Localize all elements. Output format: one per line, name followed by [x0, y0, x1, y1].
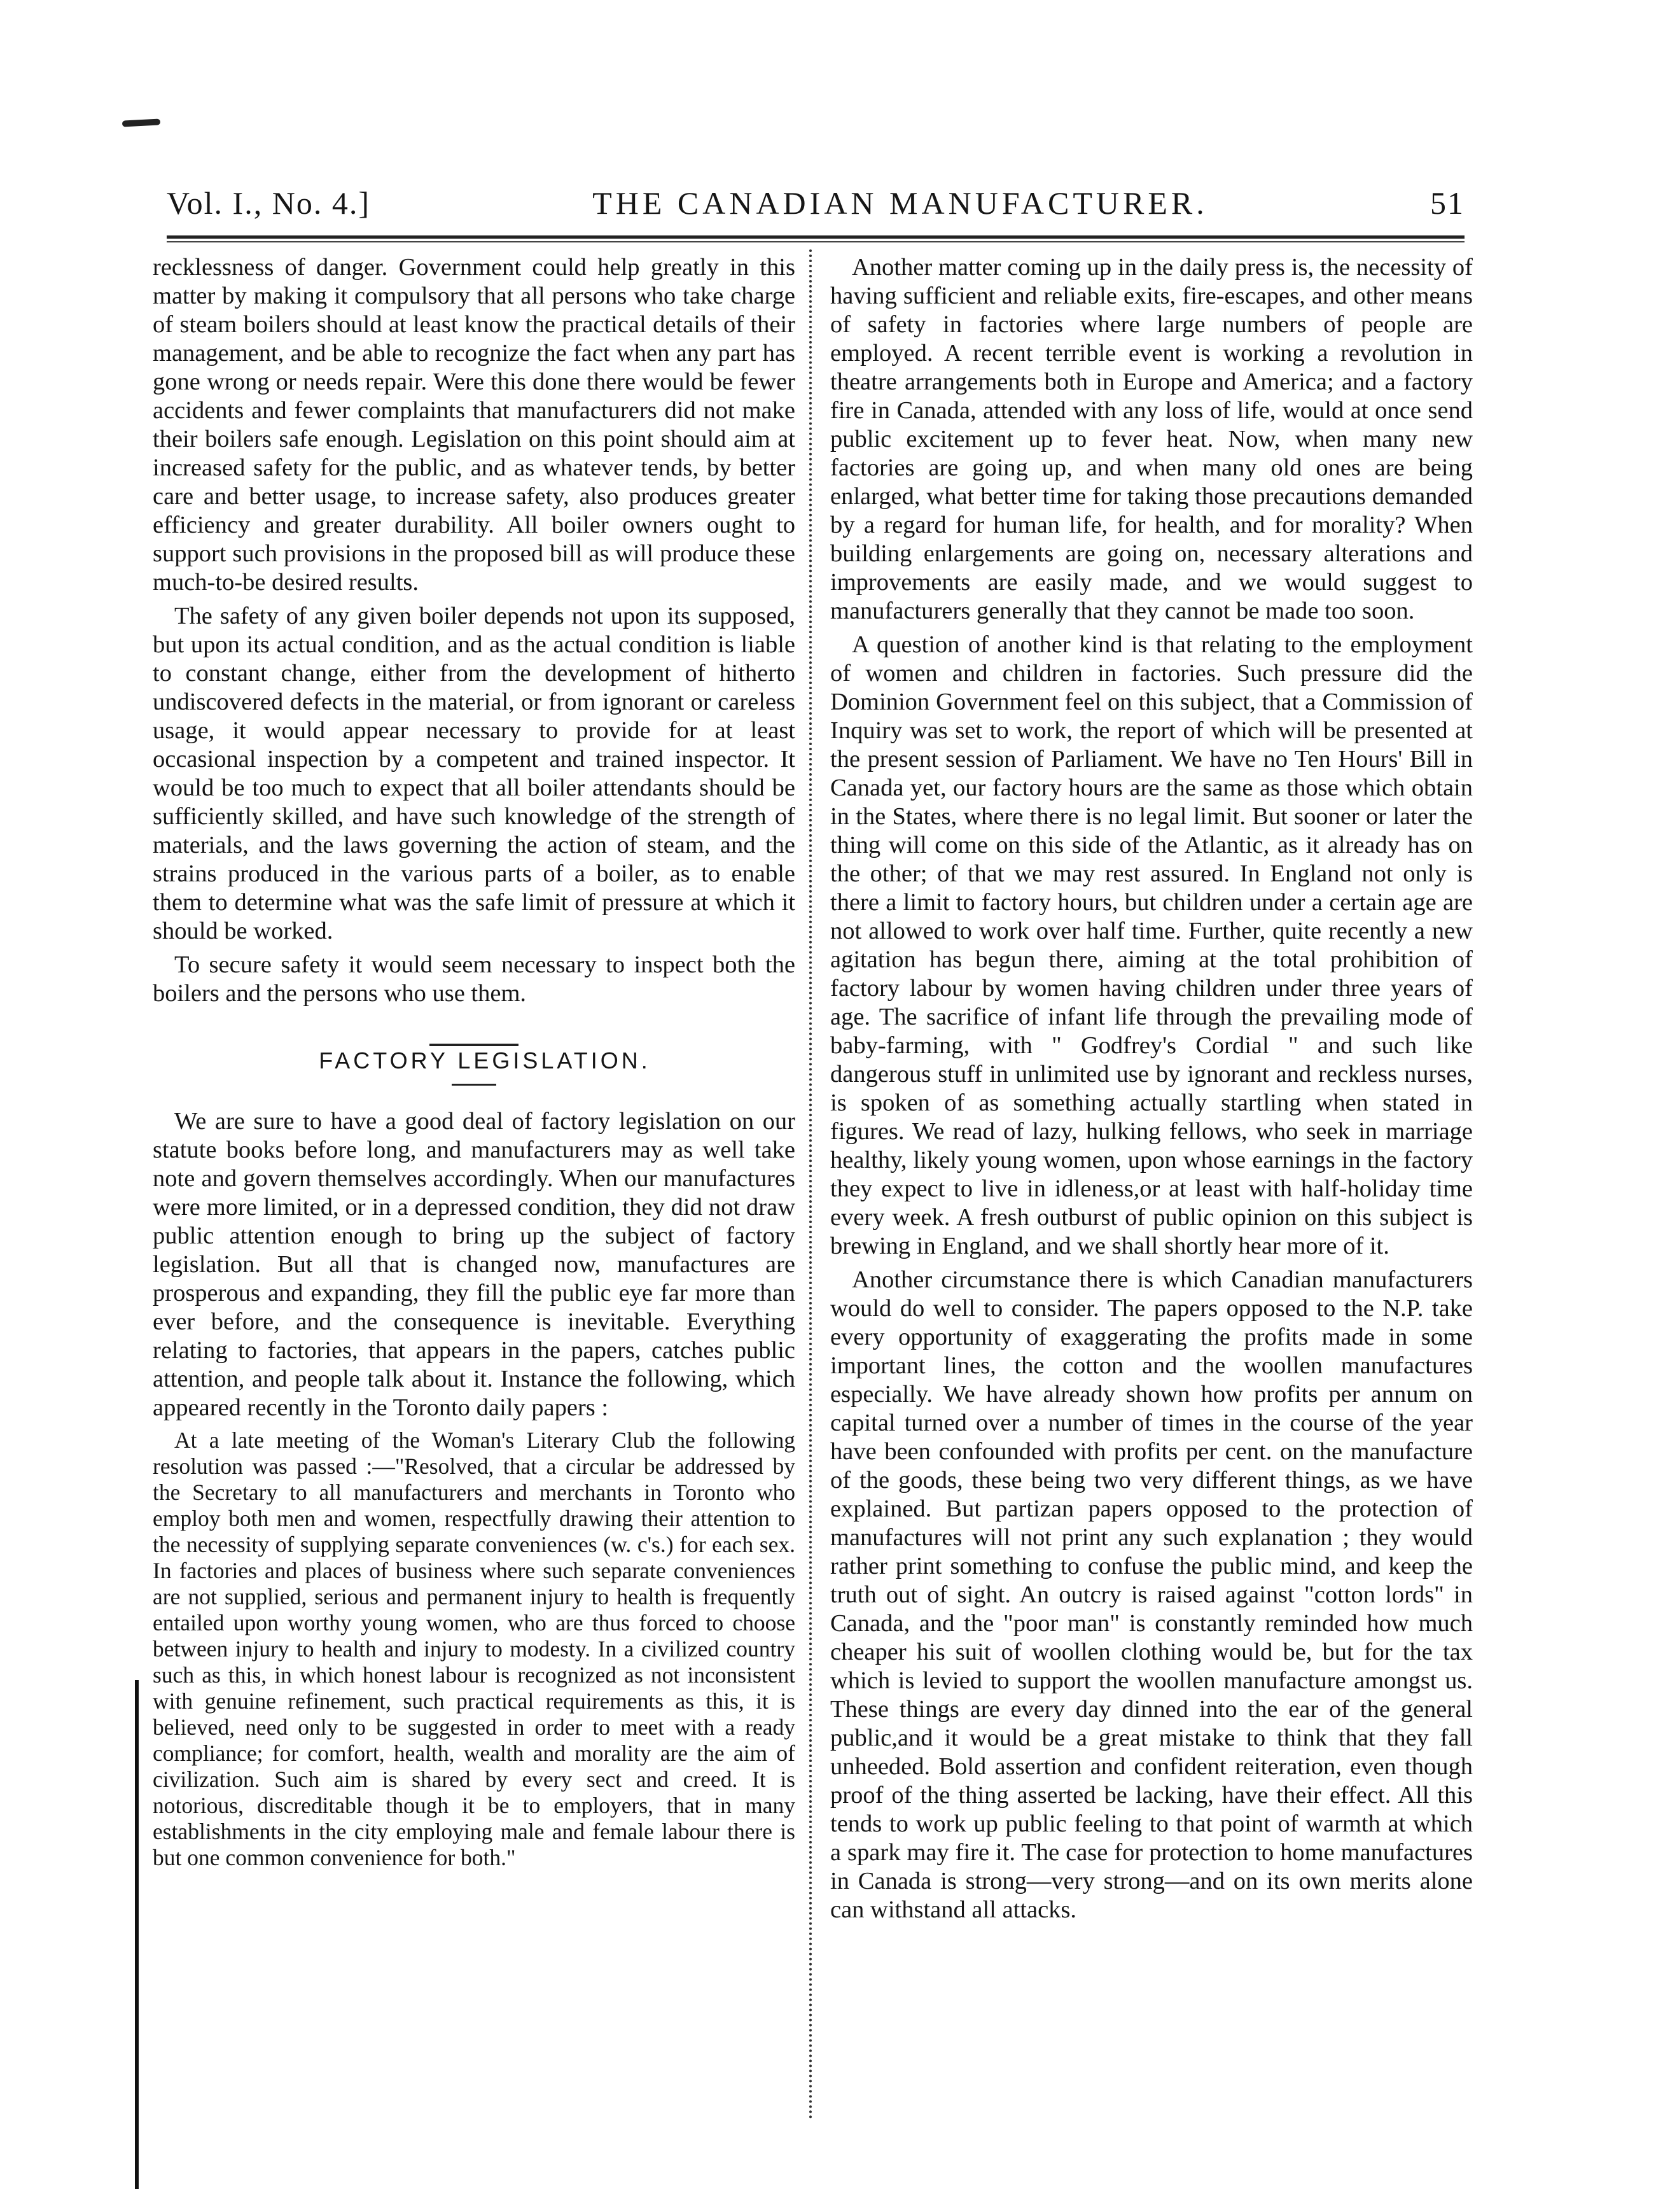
- paragraph: We are sure to have a good deal of factory legislation on our statute books before long, and manufacturers may as well take note and govern themselves accordingly. When our manufactures were more limited, or in a depressed condition, they did not draw public attention enough to bring up the subject of factory legislation. But all that is changed now, manufactures are prosperous and expanding, they fill the public eye far more than ever before, and the consequence is inevitable. Everything relating to factories, that appears in the papers, catches public attention, and people talk about it. Instance the following, which appeared recently in the Toronto daily papers :: [153, 1108, 795, 1421]
- paragraph: Another circumstance there is which Canadian manufacturers would do well to consider. The papers opposed to the N.P. take every opportunity of exaggerating the profits made in some important lines, the cotton and the woollen manufactures especially. We have already shown how profits per annum on capital turned over a number of times in the course of the year have been confounded with profits per cent. on the manufacture of the goods, these being two very different things, as we have explained. But partizan papers opposed to the protection of manufactures will not print any such explanation ; they would rather print something to confuse the public mind, and keep the truth out of sight. An outcry is raised against "cotton lords" in Canada, and the "poor man" is constantly reminded how much cheaper his suit of woollen clothing would be, but for the tax which is levied to support the woollen manufacture amongst us. These things are every day dinned into the ear of the general public,and it would be a great mistake to think that they fall unheeded. Bold assertion and confident reiteration, even though proof of the thing asserted be lacking, have their effect. All this tends to work up public feeling to that point of warmth at which a spark may fire it. The case for protection to home manufactures in Canada is strong—very strong—and on its own merits alone can withstand all attacks.: [830, 1266, 1473, 1923]
- page-number: 51: [1430, 185, 1465, 221]
- paragraph: To secure safety it would seem necessary to inspect both the boilers and the persons who use them.: [153, 951, 795, 1007]
- page-header: [167, 185, 1465, 235]
- paragraph: recklessness of danger. Government could help greatly in this matter by making it compulsory that all persons who take charge of steam boilers should at least know the practical details of their management, and be able to recognize the fact when any part has gone wrong or needs repair. Were this done there would be fewer accidents and fewer complaints that manufacturers did not make their boilers safe enough. Legislation on this point should aim at increased safety for the public, and as whatever tends, by better care and better usage, to increase safety, also produces greater efficiency and greater durability. All boiler owners ought to support such provisions in the proposed bill as will produce these much-to-be desired results.: [153, 254, 795, 596]
- section-heading: FACTORY LEGISLATION.: [319, 1047, 651, 1074]
- heading-rule: [452, 1084, 496, 1086]
- margin-bar: [135, 1680, 139, 2189]
- ink-mark: [122, 118, 160, 127]
- header-rule: [167, 235, 1465, 242]
- quoted-resolution: At a late meeting of the Woman's Literary Club the following resolution was passed :—"Resolved, that a circular be addressed by the Secretary to all manufacturers and merchants in Toronto who employ both men and women, respectfully drawing their attention to the necessity of supplying separate conveniences (w. c's.) for each sex. In factories and places of business where such separate conveniences are not supplied, serious and permanent injury to health is frequently entailed upon worthy young women, who are thus forced to choose between injury to health and injury to modesty. In a civilized country such as this, in which honest labour is recognized as not inconsistent with genuine refinement, such practical requirements as this, it is believed, need only to be suggested in order to meet with a ready compliance; for comfort, health, wealth and morality are the aim of civilization. Such aim is shared by every sect and creed. It is notorious, discreditable though it be to employers, that in many establishments in the city employing male and female labour there is but one common convenience for both.": [153, 1427, 795, 1870]
- paragraph: A question of another kind is that relating to the employment of women and children in factories. Such pressure did the Dominion Government feel on this subject, that a Commission of Inquiry was set to work, the report of which will be presented at the present session of Parliament. We have no Ten Hours' Bill in Canada yet, our factory hours are the same as those which obtain in the States, where there is no legal limit. But sooner or later the thing will come on this side of the Atlantic, as it already has on the other; of that we may rest assured. In England not only is there a limit to factory hours, but children under a certain age are not allowed to work over half time. Further, quite recently a new agitation has begun there, aiming at the total prohibition of factory labour by women having children under three years of age. The sacrifice of infant life through the prevailing mode of baby-farming, with " Godfrey's Cordial " and such like dangerous stuff in unlimited use by ignorant and reckless nurses, is spoken of as something actually startling when stated in figures. We read of lazy, hulking fellows, who seek in marriage healthy, likely young women, upon whose earnings in the factory they expect to live in idleness,or at least with half-holiday time every week. A fresh outburst of public opinion on this subject is brewing in England, and we shall shortly hear more of it.: [830, 631, 1473, 1259]
- volume-number: Vol. I., No. 4.]: [167, 185, 370, 221]
- publication-title: THE CANADIAN MANUFACTURER.: [592, 185, 1208, 221]
- column-divider: [809, 249, 812, 2120]
- paragraph: The safety of any given boiler depends not upon its supposed, but upon its actual condition, and as the actual condition is liable to constant change, either from the development of hitherto undiscovered defects in the material, or from ignorant or careless usage, it would appear necessary to provide for at least occasional inspection by a competent and trained inspector. It would be too much to expect that all boiler attendants should be sufficiently skilled, and have such knowledge of the strength of materials, and the laws governing the action of steam, and the strains produced in the various parts of a boiler, as to enable them to determine what was the safe limit of pressure at which it should be worked.: [153, 603, 795, 944]
- right-column: [830, 253, 1473, 1929]
- paragraph: Another matter coming up in the daily press is, the necessity of having sufficient and reliable exits, fire-escapes, and other means of safety in factories where large numbers of people are employed. A recent terrible event is working a revolution in theatre arrangements both in Europe and America; and a factory fire in Canada, attended with any loss of life, would at once send public excitement up to fever heat. Now, when many new factories are going up, and when many old ones are being enlarged, what better time for taking those precautions demanded by a regard for human life, for health, and for morality? When building enlargements are going on, necessary alterations and improvements are easily made, and we would suggest to manufacturers generally that they cannot be made too soon.: [830, 254, 1473, 624]
- left-column: [153, 253, 795, 1876]
